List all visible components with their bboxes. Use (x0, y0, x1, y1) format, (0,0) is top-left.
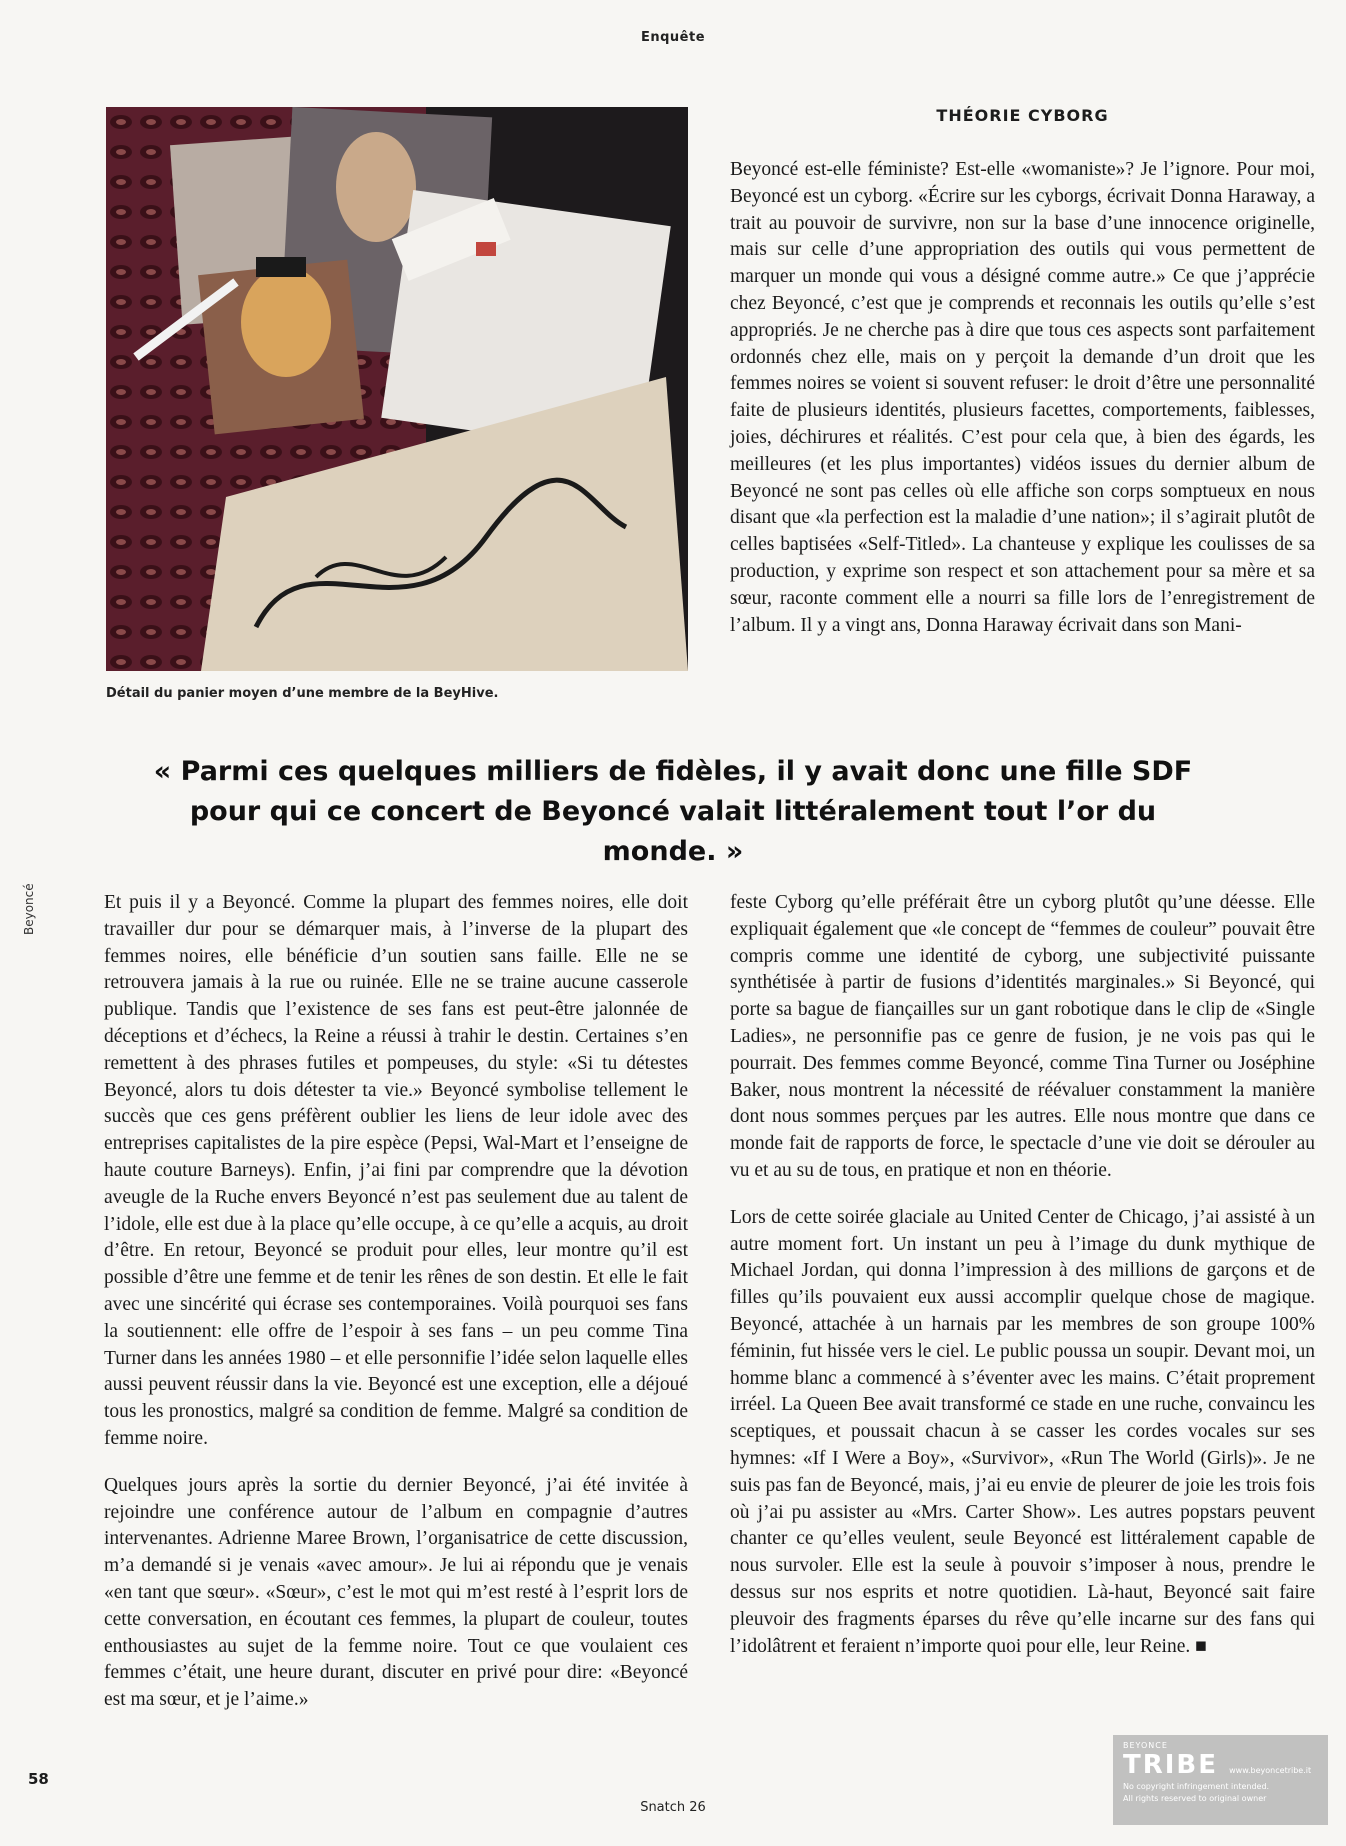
section-heading: THÉORIE CYBORG (936, 106, 1109, 125)
watermark-small: BEYONCE (1123, 1741, 1168, 1750)
watermark-brand: TRIBE (1123, 1750, 1219, 1780)
article-photo (106, 107, 688, 671)
article-paragraph: Quelques jours après la sortie du dernier Beyoncé, j’ai été invitée à rejoindre une conférence autour de l’album en compagnie d’autres intervenantes. Adrienne Maree Brown, l’organisatrice de cette discussion, m’a demandé si je venais «avec amour». Je lui ai répondu que je venais «en tant que sœur». «Sœur», c’est le mot qui m’est resté à l’esprit lors de cette conversation, en écoutant ces femmes, la plupart de couleur, toutes enthousiastes au sujet de la femme noire. Tout ce que voulaient ces femmes c’était, une heure durant, discuter en privé pour dire: «Beyoncé est ma sœur, et je l’aime.» (104, 1474, 688, 1711)
watermark-note: No copyright infringement intended. (1123, 1782, 1270, 1791)
magazine-issue: Snatch 26 (640, 1800, 706, 1815)
photo-caption: Détail du panier moyen d’une membre de la BeyHive. (106, 686, 499, 701)
article-paragraph: feste Cyborg qu’elle préférait être un cyborg plutôt qu’une déesse. Elle expliquait également que «le concept de “femmes de couleur” pouvait être compris comme une identité de cyborg, une subjectivité puissante synthétisée à partir de fusions d’identités marginales.» Si Beyoncé, qui porte sa bague de fiançailles sur un gant robotique dans le clip de «Single Ladies», ne personnifie pas ce genre de fusion, je ne vois pas qui le pourrait. Des femmes comme Beyoncé, comme Tina Turner ou Joséphine Baker, nous montrent la nécessité de réévaluer constamment la manière dont nous sommes perçues par les autres. Elle nous montre que dans ce monde fait de rapports de force, le spectacle d’une vie doit se dérouler au vu et au su de tous, en pratique et non en théorie. (730, 892, 1315, 1181)
page-number: 58 (28, 1770, 49, 1788)
article-column-bottom-right (730, 890, 1315, 1680)
section-label: Enquête (640, 30, 706, 45)
pull-quote: « Parmi ces quelques milliers de fidèles, il y avait donc une fille SDF pour qui ce concert de Beyoncé valait littéralement tout l’or du monde. » (153, 756, 1193, 867)
article-paragraph: Et puis il y a Beyoncé. Comme la plupart des femmes noires, elle doit travailler dur pour se démarquer mais, à l’inverse de la plupart des femmes noires, elle bénéficie d’un soutien sans faille. Elle ne se retrouvera jamais à la rue ou ruinée. Elle ne se traine aucune casserole publique. Tandis que l’existence de ses fans est peut-être jalonnée de déceptions et d’échecs, la Reine a réussi à trahir le destin. Certaines s’en remettent à des phrases futiles et pompeuses, du style: «Si tu détestes Beyoncé, alors tu dois détester ta vie.» Beyoncé symbolise tellement le succès que ces gens préfèrent oublier les liens de leur idole avec des entreprises capitalistes de la pire espèce (Pepsi, Wal-Mart et l’enseigne de haute couture Barneys). Enfin, j’ai fini par comprendre que la dévotion aveugle de la Ruche envers Beyoncé n’est pas seulement due au talent de l’idole, elle est due à la place qu’elle occupe, à ce qu’elle a acquis, au droit d’être. En retour, Beyoncé se produit pour elles, leur montre qu’il est possible d’être une femme et de tenir les rênes de son destin. Et elle le fait avec une sincérité qui écrase ses contemporaines. Voilà pourquoi ses fans la soutiennent: elle offre de l’espoir à ses fans – un peu comme Tina Turner dans les années 1980 – et elle personnifie l’idée selon laquelle elles aussi peuvent réussir dans la vie. Beyoncé est une exception, elle a déjoué tous les pronostics, malgré sa condition de femme. Malgré sa condition de femme noire. (104, 892, 688, 1449)
article-column-top-right (730, 157, 1315, 659)
watermark-note: All rights reserved to original owner (1123, 1794, 1267, 1803)
watermark-url: www.beyoncetribe.it (1229, 1766, 1312, 1775)
article-paragraph: Beyoncé est-elle féministe? Est-elle «womaniste»? Je l’ignore. Pour moi, Beyoncé est un cyborg. «Écrire sur les cyborgs, écrivait Donna Haraway, a trait au pouvoir de survivre, non sur la base d’une innocence originelle, mais sur celle d’une appropriation des outils qui vous permettent de marquer un monde qui vous a désigné comme autre.» Ce que j’apprécie chez Beyoncé, c’est que je comprends et reconnais les outils qu’elle s’est appropriés. Je ne cherche pas à dire que tous ces aspects sont parfaitement ordonnés chez elle, mais on y perçoit la demande d’un droit que les femmes noires se voient si souvent refuser: le droit d’être une personnalité faite de plusieurs identités, plusieurs facettes, comportements, faiblesses, joies, déchirures et réalités. C’est pour cela que, à bien des égards, les meilleures (et les plus importantes) vidéos issues du dernier album de Beyoncé ne sont pas celles où elle affiche son corps somptueux en nous disant que «la perfection est la maladie d’une nation»; il s’agirait plutôt de celles baptisées «Self-Titled». La chanteuse y explique les coulisses de sa production, y exprime son respect et son attachement pour sa mère et sa sœur, raconte comment elle a nourri sa fille lors de l’enregistrement de l’album. Il y a vingt ans, Donna Haraway écrivait dans son Mani- (730, 159, 1315, 636)
watermark (1113, 1735, 1328, 1825)
photo-illustration (106, 107, 688, 671)
side-label: Beyoncé (22, 883, 36, 935)
article-column-bottom-left (104, 890, 688, 1734)
article-paragraph: Lors de cette soirée glaciale au United Center de Chicago, j’ai assisté à un autre moment fort. Un instant un peu à l’image du dunk mythique de Michael Jordan, qui donna l’impression à des millions de garçons et de filles qu’ils pouvaient eux aussi accomplir quelque chose de magique. Beyoncé, attachée à un harnais par les membres de son groupe 100% féminin, fut hissée vers le ciel. Le public poussa un soupir. Devant moi, un homme blanc a commencé à s’éventer avec les mains. C’était proprement irréel. La Queen Bee avait transformé ce stade en une ruche, convaincu les sceptiques, et poussait chacun à se casser les cordes vocales sur ses hymnes: «If I Were a Boy», «Survivor», «Run The World (Girls)». Je ne suis pas fan de Beyoncé, mais, j’ai eu envie de pleurer de joie les trois fois où j’ai pu assister au «Mrs. Carter Show». Les autres popstars peuvent chanter ce qu’elles veulent, seule Beyoncé est littéralement capable de nous survoler. Elle est la seule à pouvoir s’imposer à nous, prendre le dessus sur nos esprits et notre quotidien. Là-haut, Beyoncé sait faire pleuvoir des fragments éparses du rêve qu’elle incarne sur des fans qui l’idolâtrent et feraient n’importe quoi pour elle, leur Reine. ■ (730, 1206, 1315, 1657)
